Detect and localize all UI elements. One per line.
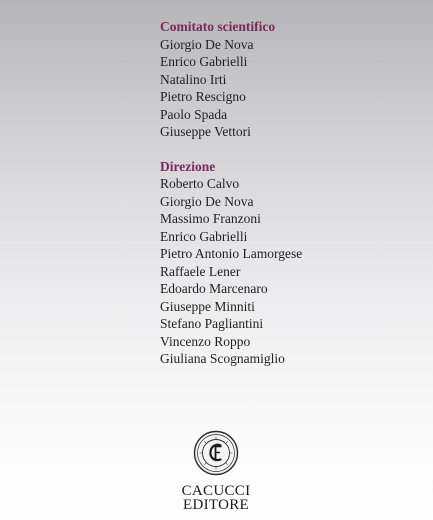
- committee-member: Paolo Spada: [160, 106, 228, 122]
- direction-member: Pietro Antonio Lamorgese: [160, 246, 303, 261]
- direction-member: Giuseppe Minniti: [160, 298, 255, 314]
- direction-heading: Direzione: [160, 158, 216, 174]
- direction-member: Vincenzo Roppo: [160, 333, 251, 349]
- committee-heading: Comitato scientifico: [160, 19, 276, 34]
- section-spacer: [160, 141, 420, 158]
- publisher-subtitle: EDITORE: [183, 497, 249, 513]
- direction-member: Roberto Calvo: [160, 176, 240, 191]
- direction-member: Raffaele Lener: [160, 263, 241, 279]
- direction-member: Edoardo Marcenaro: [160, 281, 268, 296]
- direction-member: Massimo Franzoni: [160, 211, 261, 226]
- committee-member: Giorgio De Nova: [160, 36, 254, 52]
- publisher-name: CACUCCI: [181, 483, 251, 499]
- cacucci-seal-icon: [193, 430, 239, 476]
- committee-members: [160, 36, 420, 141]
- direction-member: Enrico Gabrielli: [160, 228, 248, 244]
- direction-member: Giuliana Scognamiglio: [160, 351, 285, 366]
- direction-members: [160, 175, 420, 368]
- publisher-logo: [166, 430, 266, 512]
- direction-member: Giorgio De Nova: [160, 193, 254, 209]
- credits-page: [160, 18, 420, 368]
- committee-member: Pietro Rescigno: [160, 89, 246, 104]
- committee-member: Natalino Irti: [160, 71, 227, 87]
- committee-member: Enrico Gabrielli: [160, 54, 248, 69]
- committee-member: Giuseppe Vettori: [160, 124, 251, 139]
- direction-member: Stefano Pagliantini: [160, 316, 264, 331]
